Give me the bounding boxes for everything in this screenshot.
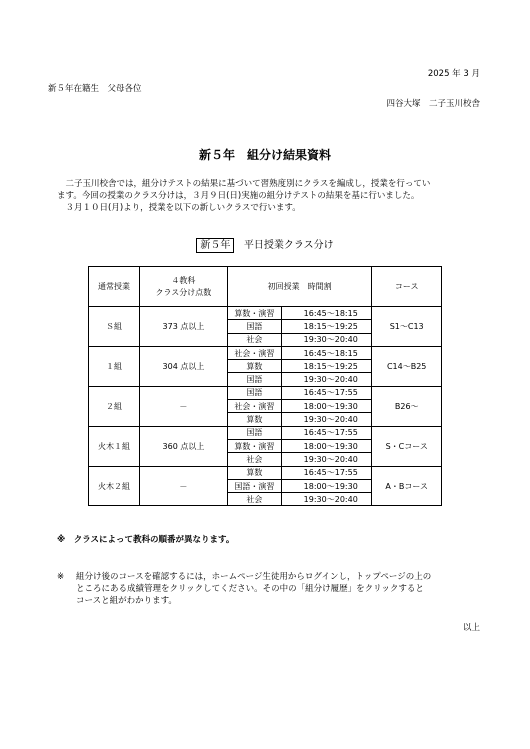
table-row: [89, 426, 442, 439]
table-body: [89, 307, 442, 506]
sender-line: 四谷大塚 二子玉川校舎: [386, 99, 480, 109]
header-schedule: 初回授業 時間割: [227, 267, 372, 307]
score-cell: －: [140, 466, 228, 506]
table-subtitle: [0, 236, 530, 251]
subject-cell: 社会: [227, 453, 281, 466]
note-body: [76, 571, 486, 607]
subject-cell: 算数・演習: [227, 307, 281, 320]
class-name-cell: １組: [89, 346, 140, 386]
table-header-row: [89, 267, 442, 307]
table-row: [89, 346, 442, 359]
course-cell: C14～B25: [372, 346, 442, 386]
subject-cell: 国語: [227, 373, 281, 386]
time-cell: 16:45～17:55: [282, 386, 372, 399]
table-row: [89, 386, 442, 399]
time-cell: 19:30～20:40: [282, 413, 372, 426]
closing-text: 以上: [462, 623, 480, 633]
header-course: コース: [372, 267, 442, 307]
class-name-cell: ２組: [89, 386, 140, 426]
subject-cell: 国語: [227, 426, 281, 439]
class-name-cell: Ｓ組: [89, 307, 140, 347]
subtitle-text-spacer: [238, 240, 241, 251]
subtitle-text: 平日授業クラス分け: [243, 240, 334, 251]
intro-line: 二子玉川校舎では，組分けテストの結果に基づいて習熟度別にクラスを編成し，授業を行ってい: [57, 179, 431, 189]
subject-cell: 社会: [227, 493, 281, 506]
time-cell: 16:45～18:15: [282, 307, 372, 320]
intro-line: ３月１０日(月)より，授業を以下の新しいクラスで行います。: [57, 203, 301, 213]
score-cell: 373 点以上: [140, 307, 228, 347]
time-cell: 18:00～19:30: [282, 400, 372, 413]
course-cell: B26～: [372, 386, 442, 426]
subject-cell: 国語・演習: [227, 479, 281, 492]
subject-cell: 国語: [227, 320, 281, 333]
time-cell: 18:15～19:25: [282, 360, 372, 373]
note-line: 組分け後のコースを確認するには，ホームページ生徒用からログインし，トップページの上の: [76, 572, 432, 582]
score-cell: 304 点以上: [140, 346, 228, 386]
class-schedule-table: [88, 266, 442, 506]
time-cell: 16:45～17:55: [282, 466, 372, 479]
issue-date: 2025 年 3 月: [427, 69, 480, 79]
document-title: 新５年 組分け結果資料: [198, 148, 331, 162]
recipient-line: 新５年在籍生 父母各位: [48, 84, 142, 94]
course-cell: S1～C13: [372, 307, 442, 347]
subject-cell: 算数: [227, 413, 281, 426]
table-row: [89, 466, 442, 479]
subject-cell: 社会・演習: [227, 346, 281, 359]
time-cell: 18:15～19:25: [282, 320, 372, 333]
note-line: コースと組がわかります。: [76, 596, 177, 606]
subject-cell: 算数: [227, 360, 281, 373]
intro-line: ます。今回の授業のクラス分けは，３月９日(日)実施の組分けテストの結果を基に行いました。: [57, 191, 420, 201]
class-name-cell: 火木２組: [89, 466, 140, 506]
header-score-line2: クラス分け点数: [155, 287, 212, 297]
score-cell: 360 点以上: [140, 426, 228, 466]
time-cell: 16:45～17:55: [282, 426, 372, 439]
subject-cell: 国語: [227, 386, 281, 399]
header-score-line1: ４教科: [171, 275, 196, 285]
note-line: ところにある成績管理をクリックしてください。その中の「組分け履歴」をクリックすると: [76, 584, 424, 594]
course-cell: S・Cコース: [372, 426, 442, 466]
time-cell: 16:45～18:15: [282, 346, 372, 359]
note-course-check: [57, 571, 486, 607]
note-subject-order: ※ クラスによって教科の順番が異なります。: [57, 535, 235, 545]
subject-cell: 社会: [227, 333, 281, 346]
score-cell: －: [140, 386, 228, 426]
time-cell: 19:30～20:40: [282, 453, 372, 466]
class-name-cell: 火木１組: [89, 426, 140, 466]
header-score: [140, 267, 228, 307]
intro-paragraph: [57, 178, 479, 214]
time-cell: 18:00～19:30: [282, 479, 372, 492]
time-cell: 19:30～20:40: [282, 333, 372, 346]
subject-cell: 算数・演習: [227, 439, 281, 452]
grade-box: 新５年: [196, 238, 234, 253]
table-row: [89, 307, 442, 320]
subject-cell: 社会・演習: [227, 400, 281, 413]
time-cell: 19:30～20:40: [282, 493, 372, 506]
time-cell: 18:00～19:30: [282, 439, 372, 452]
subject-cell: 算数: [227, 466, 281, 479]
time-cell: 19:30～20:40: [282, 373, 372, 386]
note-mark: ※: [57, 572, 65, 582]
header-class: 通常授業: [89, 267, 140, 307]
course-cell: A・Bコース: [372, 466, 442, 506]
